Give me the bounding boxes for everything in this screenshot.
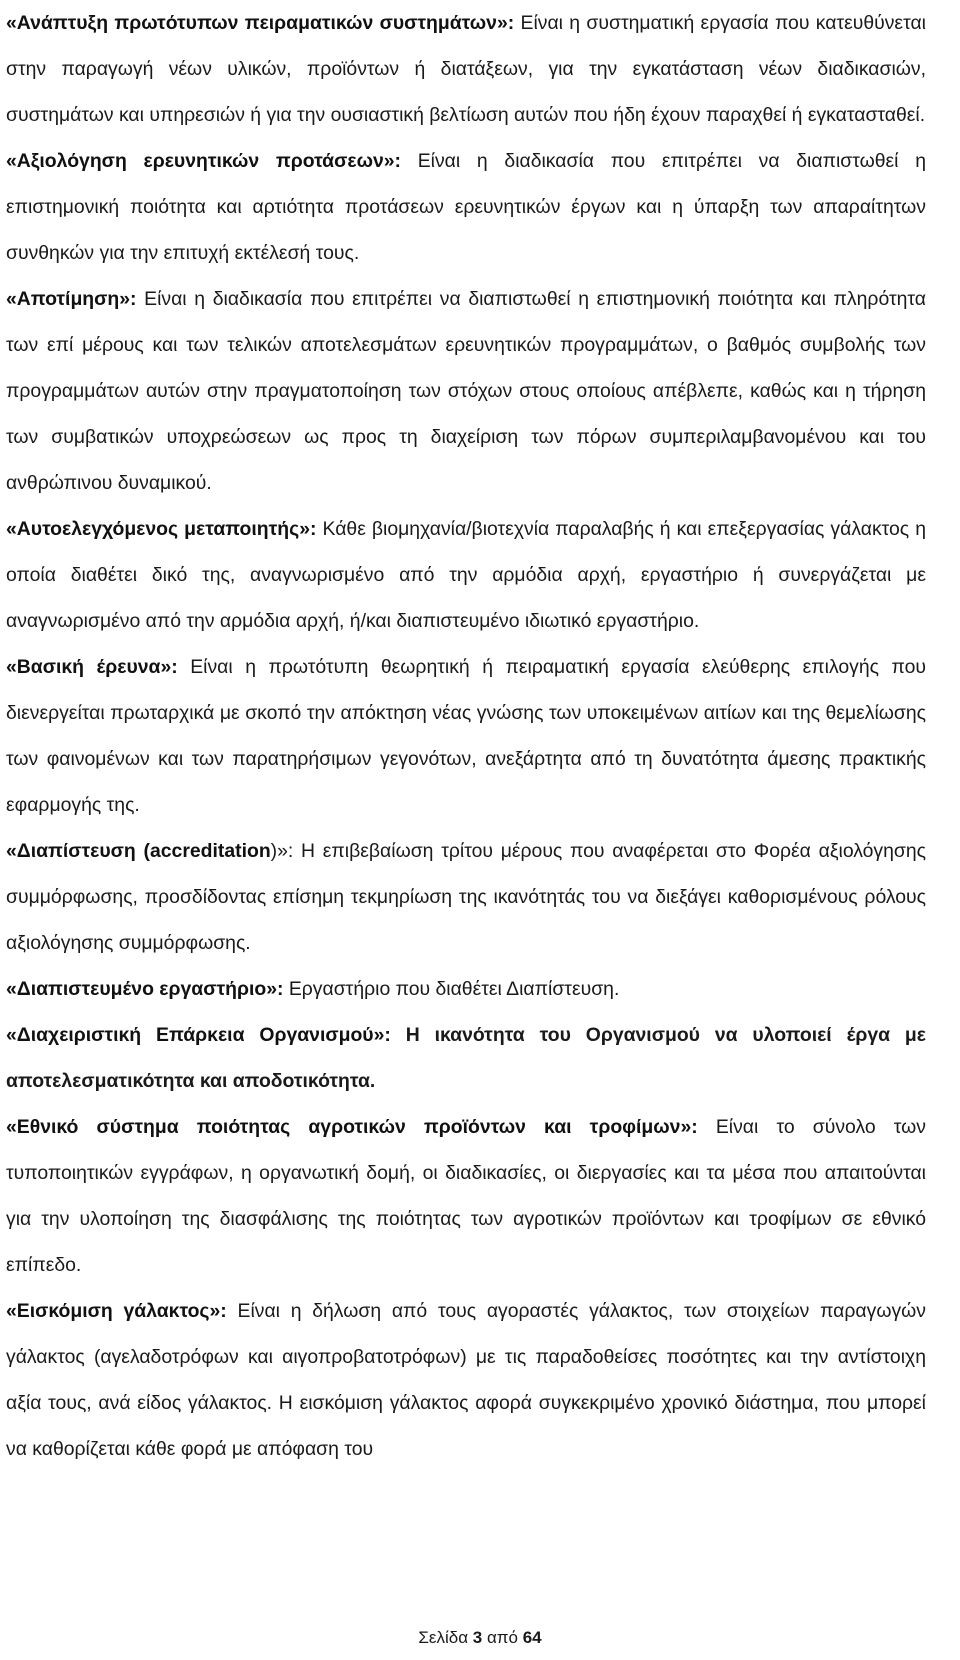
definition-term: «Βασική έρευνα»: [6,656,178,678]
definition-term: «Ανάπτυξη πρωτότυπων πειραματικών συστημάτων»: [6,12,515,34]
definition-text: Είναι η διαδικασία που επιτρέπει να διαπιστωθεί η επιστημονική ποιότητα και αρτιότητα προτάσεων ερευνητικών έργων και η ύπαρξη των απαραίτητων συνθηκών για την επιτυχή εκτέλεσή τους. [6,150,926,264]
definition-research-proposal-evaluation [6,138,926,276]
definition-text: Η ικανότητα του Οργανισμού να υλοποιεί έργα με αποτελεσματικότητα και αποδοτικότητα. [6,1024,926,1092]
definition-term: «Αξιολόγηση ερευνητικών προτάσεων»: [6,150,401,172]
definition-text: )»: Η επιβεβαίωση τρίτου μέρους που αναφέρεται στο Φορέα αξιολόγησης συμμόρφωσης, προσδίδοντας επίσημη τεκμηρίωση της ικανότητάς του να διεξάγει καθορισμένους ρόλους αξιολόγησης συμμόρφωσης. [6,840,926,954]
definition-self-controlled-processor [6,506,926,644]
definition-text: Είναι το σύνολο των τυποποιητικών εγγράφων, η οργανωτική δομή, οι διαδικασίες, οι διεργασίες και τα μέσα που απαιτούνται για την υλοποίηση της διασφάλισης της ποιότητας των αγροτικών προϊόντων και τροφίμων σε εθνικό επίπεδο. [6,1116,926,1276]
page-label: Σελίδα [418,1628,473,1647]
definitions-list [6,0,926,1472]
definition-term: «Εισκόμιση γάλακτος»: [6,1300,227,1322]
definition-term: «Διαπίστευση (accreditation [6,840,271,862]
page-of-label: από [482,1628,523,1647]
definition-organization-management-adequacy [6,1012,926,1104]
definition-text: Είναι η πρωτότυπη θεωρητική ή πειραματική εργασία ελεύθερης επιλογής που διενεργείται πρωταρχικά με σκοπό την απόκτηση νέας γνώσης των υποκειμένων αιτίων και της θεμελίωσης των φαινομένων και των παρατηρήσιμων γεγονότων, ανεξάρτητα από τη δυνατότητα άμεσης πρακτικής εφαρμογής της. [6,656,926,816]
definition-basic-research [6,644,926,828]
definition-prototype-development [6,0,926,138]
definition-term: «Αυτοελεγχόμενος μεταποιητής»: [6,518,317,540]
definition-term: «Διαπιστευμένο εργαστήριο»: [6,978,284,1000]
definition-national-quality-system [6,1104,926,1288]
definition-accredited-laboratory [6,966,926,1012]
definition-assessment [6,276,926,506]
definition-text: Κάθε βιομηχανία/βιοτεχνία παραλαβής ή και επεξεργασίας γάλακτος η οποία διαθέτει δικό της, αναγνωρισμένο από την αρμόδια αρχή, εργαστήριο ή συνεργάζεται με αναγνωρισμένο από την αρμόδια αρχή, ή/και διαπιστευμένο ιδιωτικό εργαστήριο. [6,518,926,632]
definition-text: Είναι η συστηματική εργασία που κατευθύνεται στην παραγωγή νέων υλικών, προϊόντων ή διατάξεων, για την εγκατάσταση νέων διαδικασιών, συστημάτων και υπηρεσιών ή για την ουσιαστική βελτίωση αυτών που ήδη έχουν παραχθεί ή εγκατασταθεί. [6,12,926,126]
definition-text: Εργαστήριο που διαθέτει Διαπίστευση. [283,978,620,1000]
definition-accreditation [6,828,926,966]
page-number-footer [0,1625,960,1651]
definition-term: «Αποτίμηση»: [6,288,137,310]
current-page-number: 3 [472,1628,483,1647]
definition-term: «Εθνικό σύστημα ποιότητας αγροτικών προϊόντων και τροφίμων»: [6,1116,698,1138]
definition-text: Είναι η διαδικασία που επιτρέπει να διαπιστωθεί η επιστημονική ποιότητα και πληρότητα των επί μέρους και των τελικών αποτελεσμάτων ερευνητικών προγραμμάτων, ο βαθμός συμβολής των προγραμμάτων αυτών στην πραγματοποίηση των στόχων στους οποίους απέβλεπε, καθώς και η τήρηση των συμβατικών υποχρεώσεων ως προς τη διαχείριση των πόρων συμπεριλαμβανομένου και του ανθρώπινου δυναμικού. [6,288,926,494]
total-pages-number: 64 [522,1628,542,1647]
definition-text: Είναι η δήλωση από τους αγοραστές γάλακτος, των στοιχείων παραγωγών γάλακτος (αγελαδοτρόφων και αιγοπροβατοτρόφων) με τις παραδοθείσες ποσότητες και την αντίστοιχη αξία τους, ανά είδος γάλακτος. Η εισκόμιση γάλακτος αφορά συγκεκριμένο χρονικό διάστημα, που μπορεί να καθορίζεται κάθε φορά με απόφαση του [6,1300,927,1460]
definition-term: «Διαχειριστική Επάρκεια Οργανισμού»: [6,1024,391,1046]
definition-milk-delivery [6,1288,926,1472]
